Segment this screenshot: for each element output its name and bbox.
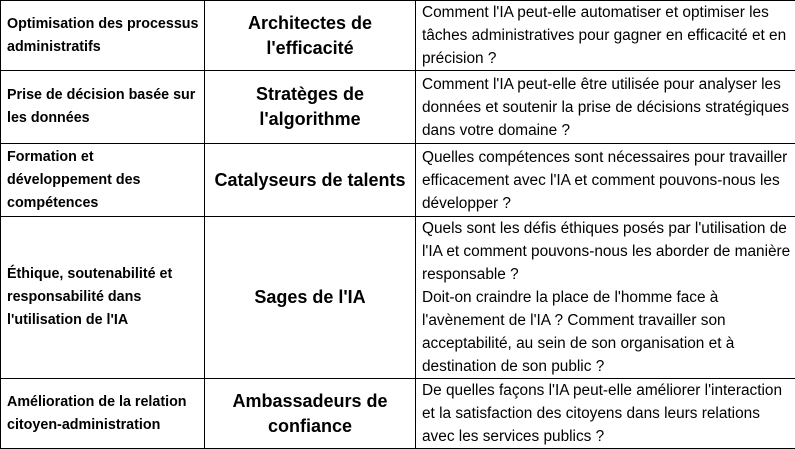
question-cell (416, 1, 795, 71)
theme-cell: Formation et développement des compétences (1, 144, 205, 217)
group-name-cell: Stratèges de l'algorithme (205, 71, 416, 144)
question-text: De quelles façons l'IA peut-elle améliorer l'interaction et la satisfaction des citoyens dans leurs relations avec les services publics ? (422, 379, 792, 448)
question-cell (416, 144, 795, 217)
group-name-cell: Sages de l'IA (205, 217, 416, 379)
group-name-cell: Ambassadeurs de confiance (205, 379, 416, 449)
theme-cell: Amélioration de la relation citoyen-administration (1, 379, 205, 449)
question-cell (416, 379, 795, 449)
group-name-cell: Catalyseurs de talents (205, 144, 416, 217)
question-text: Doit-on craindre la place de l'homme face à l'avènement de l'IA ? Comment travailler son acceptabilité, au sein de son organisation et à destination de son public ? (422, 286, 792, 378)
theme-cell: Optimisation des processus administratifs (1, 1, 205, 71)
table-row (1, 379, 795, 449)
group-name-cell: Architectes de l'efficacité (205, 1, 416, 71)
question-text: Comment l'IA peut-elle automatiser et optimiser les tâches administratives pour gagner en efficacité et en précision ? (422, 1, 792, 70)
theme-cell: Prise de décision basée sur les données (1, 71, 205, 144)
question-text: Quels sont les défis éthiques posés par l'utilisation de l'IA et comment pouvons-nous les aborder de manière responsable ? (422, 217, 792, 286)
question-text: Comment l'IA peut-elle être utilisée pour analyser les données et soutenir la prise de décisions stratégiques dans votre domaine ? (422, 73, 792, 142)
theme-cell: Éthique, soutenabilité et responsabilité dans l'utilisation de l'IA (1, 217, 205, 379)
table-row (1, 1, 795, 71)
table-row (1, 217, 795, 379)
question-cell (416, 71, 795, 144)
table-row (1, 144, 795, 217)
question-text: Quelles compétences sont nécessaires pour travailler efficacement avec l'IA et comment pouvons-nous les développer ? (422, 146, 792, 215)
table-row (1, 71, 795, 144)
question-cell (416, 217, 795, 379)
